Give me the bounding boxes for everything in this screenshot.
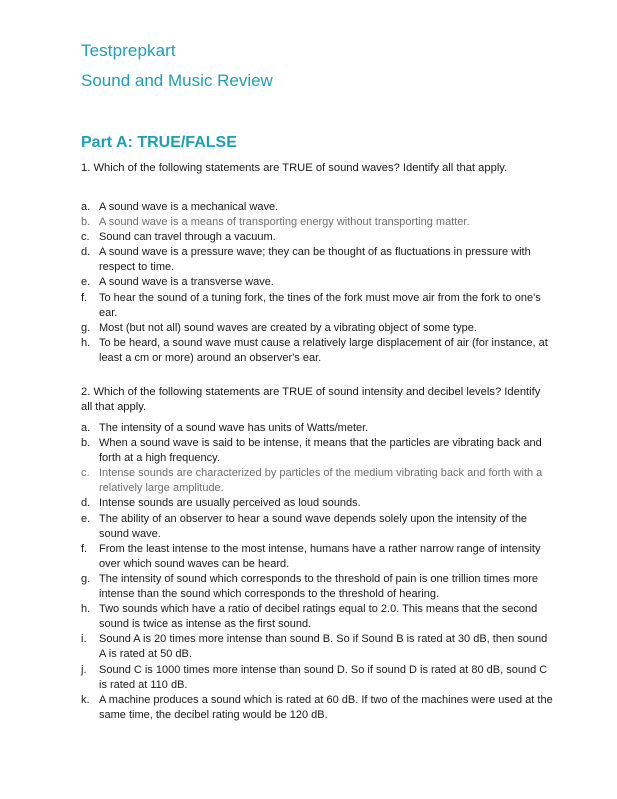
option-text: Two sounds which have a ratio of decibel ratings equal to 2.0. This means that the second sound is twice as intense as the first sound. xyxy=(99,603,538,631)
option-text: A sound wave is a transverse wave. xyxy=(99,276,274,289)
option-text: To hear the sound of a tuning fork, the tines of the fork must move air from the fork to one's ear. xyxy=(99,291,541,319)
option-item xyxy=(81,200,556,215)
question-1-text: 1. Which of the following statements are TRUE of sound waves? Identify all that apply. xyxy=(81,162,508,174)
option-letter: f. xyxy=(81,542,88,555)
option-letter: k. xyxy=(81,693,90,706)
option-item xyxy=(81,602,556,632)
option-letter: d. xyxy=(81,246,91,259)
option-text: A sound wave is a pressure wave; they can be thought of as fluctuations in pressure with respect to time. xyxy=(99,246,531,274)
option-item xyxy=(81,693,556,723)
option-item xyxy=(81,542,556,572)
question-1-options xyxy=(81,200,556,366)
option-text: Sound can travel through a vacuum. xyxy=(99,231,276,244)
option-text: The ability of an observer to hear a sound wave depends solely upon the intensity of the sound wave. xyxy=(99,512,528,540)
option-text: From the least intense to the most intense, humans have a rather narrow range of intensity over which sound waves can be heard. xyxy=(99,542,541,570)
option-letter: e. xyxy=(81,512,91,525)
question-2-options xyxy=(81,421,556,723)
option-letter: e. xyxy=(81,276,91,289)
option-letter: b. xyxy=(81,216,91,229)
option-text: Sound C is 1000 times more intense than sound D. So if sound D is rated at 80 dB, sound C is rated at 110 dB. xyxy=(99,663,548,691)
option-item xyxy=(81,321,556,336)
option-letter: i. xyxy=(81,633,87,646)
option-text: The intensity of a sound wave has units of Watts/meter. xyxy=(99,422,369,434)
option-letter: h. xyxy=(81,603,91,616)
option-text: A sound wave is a means of transporting energy without transporting matter. xyxy=(99,216,470,229)
section-heading: Part A: TRUE/FALSE xyxy=(81,134,237,151)
option-text: Intense sounds are characterized by particles of the medium vibrating back and forth with a relatively large amplitude. xyxy=(99,467,543,495)
option-item xyxy=(81,215,556,230)
option-letter: j. xyxy=(81,663,87,676)
option-item xyxy=(81,572,556,602)
option-letter: g. xyxy=(81,572,91,585)
option-text: When a sound wave is said to be intense, it means that the particles are vibrating back and forth at a high frequency. xyxy=(99,437,542,465)
option-item xyxy=(81,336,556,366)
option-item xyxy=(81,632,556,662)
option-letter: b. xyxy=(81,437,91,450)
option-item xyxy=(81,275,556,290)
option-text: A sound wave is a mechanical wave. xyxy=(99,201,279,213)
option-letter: c. xyxy=(81,467,90,480)
option-item xyxy=(81,291,556,321)
document-title: Sound and Music Review xyxy=(81,71,273,90)
option-item xyxy=(81,512,556,542)
option-text: A machine produces a sound which is rated at 60 dB. If two of the machines were used at the same time, the decibel rating would be 120 dB. xyxy=(99,693,553,721)
option-letter: a. xyxy=(81,422,91,434)
question-2-text: 2. Which of the following statements are TRUE of sound intensity and decibel levels? Identify all that apply. xyxy=(81,386,541,414)
option-item xyxy=(81,663,556,693)
option-letter: a. xyxy=(81,201,91,213)
option-text: Most (but not all) sound waves are created by a vibrating object of some type. xyxy=(99,321,477,334)
option-item xyxy=(81,245,556,275)
option-item xyxy=(81,421,556,436)
option-letter: c. xyxy=(81,231,90,244)
option-item xyxy=(81,496,556,511)
option-letter: g. xyxy=(81,321,91,334)
option-letter: f. xyxy=(81,291,88,304)
option-text: The intensity of sound which corresponds to the threshold of pain is one trillion times more intense than the sound which corresponds to the threshold of hearing. xyxy=(99,572,539,601)
option-letter: d. xyxy=(81,497,91,510)
option-text: Sound A is 20 times more intense than sound B. So if Sound B is rated at 30 dB, then sound A is rated at 50 dB. xyxy=(99,633,548,661)
brand-name: Testprepkart xyxy=(81,41,176,60)
option-item xyxy=(81,436,556,466)
option-text: Intense sounds are usually perceived as loud sounds. xyxy=(99,497,361,510)
option-letter: h. xyxy=(81,336,91,349)
option-text: To be heard, a sound wave must cause a relatively large displacement of air (for instance, at least a cm or more) around an observer's ear. xyxy=(99,336,548,364)
option-item xyxy=(81,466,556,496)
option-item xyxy=(81,230,556,245)
